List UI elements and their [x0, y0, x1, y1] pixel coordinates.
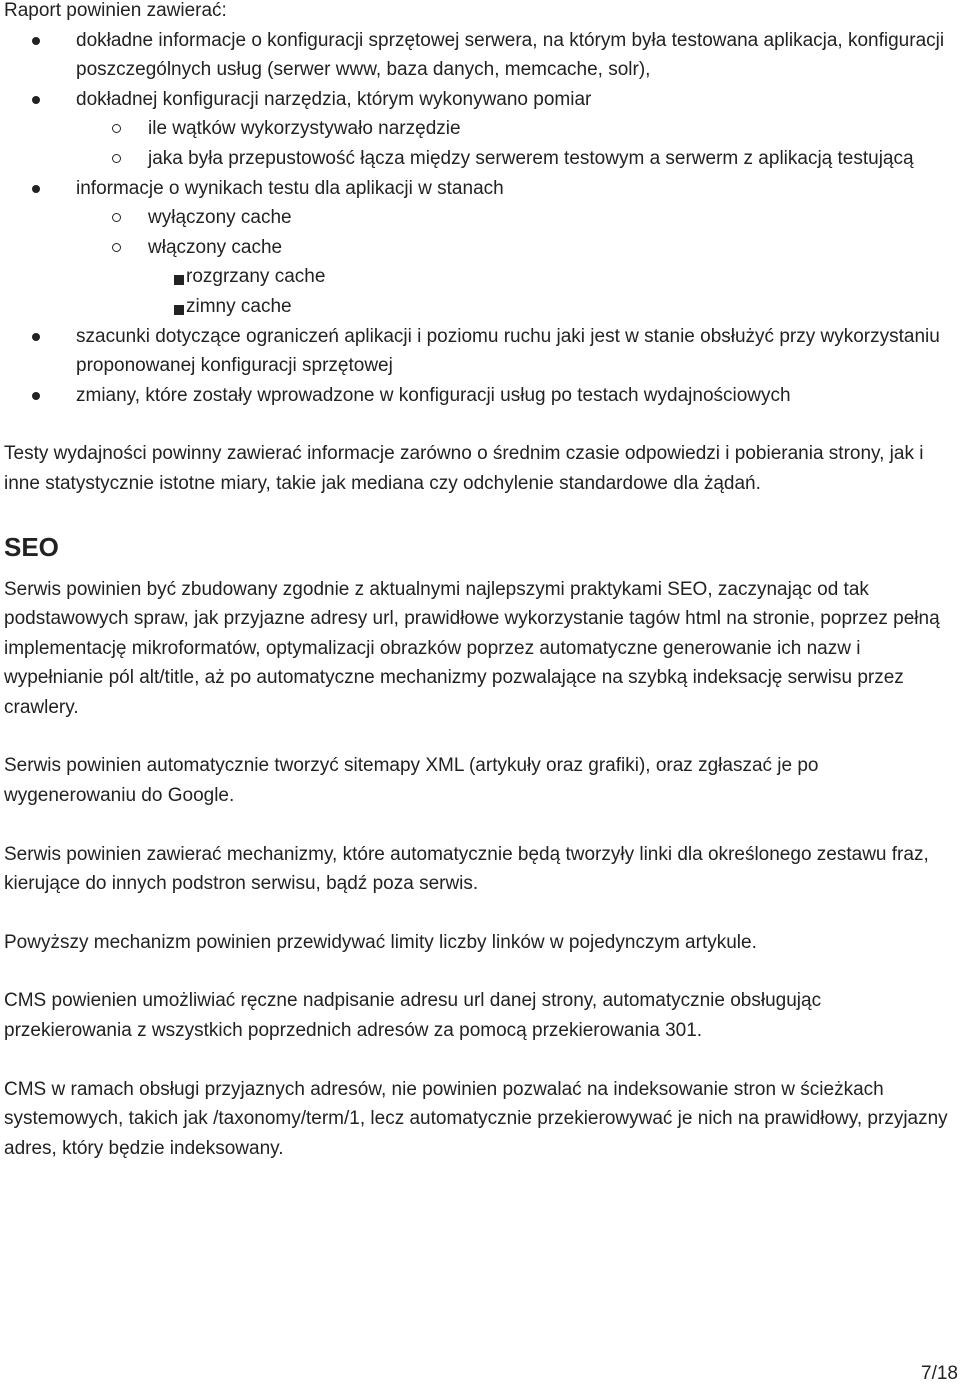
- sub-sub-list-item: [4, 292, 954, 322]
- sub-list-item-text: jaka była przepustowość łącza między serwerem testowym a serwerm z aplikacją testującą: [148, 147, 914, 169]
- sub-list-item-text: włączony cache: [148, 236, 283, 258]
- list-item-text: szacunki dotyczące ograniczeń aplikacji i poziomu ruchu jaki jest w stanie obsłużyć przy wykorzystaniu proponowanej konfiguracji sprzętowej: [76, 325, 940, 377]
- seo-paragraph: CMS powienien umożliwiać ręczne nadpisanie adresu url danej strony, automatycznie obsługując przekierowania z wszystkich poprzednich adresów za pomocą przekierowania 301.: [4, 990, 822, 1042]
- list-item-text: zmiany, które zostały wprowadzone w konfiguracji usług po testach wydajnościowych: [76, 384, 791, 406]
- bullet-disc-icon: [32, 37, 40, 45]
- report-requirements-list: [4, 26, 954, 411]
- bullet-circle-icon: [112, 154, 121, 163]
- bullet-circle-icon: [112, 124, 121, 133]
- seo-paragraph: Powyższy mechanizm powinien przewidywać limity liczby linków w pojedynczym artykule.: [4, 931, 757, 953]
- sub-list-item: [4, 233, 954, 263]
- sub-list-item-text: wyłączony cache: [148, 207, 292, 229]
- seo-paragraph: CMS w ramach obsługi przyjaznych adresów, nie powinien pozwalać na indeksowanie stron w ścieżkach systemowych, takich jak /taxonomy/term/1, lecz automatycznie przekierowywać je nich na prawidłowy, przyjazny adres, który będzie indeksowany.: [4, 1078, 948, 1159]
- sub-sub-list-item: [4, 262, 954, 292]
- bullet-circle-icon: [112, 213, 121, 222]
- seo-paragraph: Serwis powinien być zbudowany zgodnie z aktualnymi najlepszymi praktykami SEO, zaczynając od tak podstawowych spraw, jak przyjazne adresy url, prawidłowe wykorzystanie tagów html na stronie, poprzez pełną implementację mikroformatów, optymalizacji obrazków poprzez automatyczne generowanie ich nazw i wypełnianie pól alt/title, aż po automatyczne mechanizmy pozwalające na szybką indeksację serwisu przez crawlery.: [4, 578, 940, 718]
- list-item-text: informacje o wynikach testu dla aplikacji w stanach: [76, 177, 504, 199]
- sub-list-item: [4, 203, 954, 233]
- bullet-circle-icon: [112, 243, 121, 252]
- list-item: [4, 85, 954, 115]
- bullet-square-icon: [174, 275, 184, 285]
- sub-list-item: [4, 114, 954, 144]
- bullet-square-icon: [174, 305, 184, 315]
- document-page: [4, 0, 954, 1163]
- tests-paragraph: Testy wydajności powinny zawierać informacje zarówno o średnim czasie odpowiedzi i pobierania strony, jak i inne statystycznie istotne miary, takie jak mediana czy odchylenie standardowe dla żądań.: [4, 443, 924, 494]
- sub-list-item-text: ile wątków wykorzystywało narzędzie: [148, 118, 461, 140]
- seo-heading: SEO: [4, 531, 59, 562]
- seo-paragraph: Serwis powinien zawierać mechanizmy, które automatycznie będą tworzyły linki dla określonego zestawu fraz, kierujące do innych podstron serwisu, bądź poza serwis.: [4, 843, 929, 895]
- report-intro: Raport powinien zawierać:: [4, 0, 227, 21]
- page-number: 7/18: [921, 1363, 958, 1384]
- list-item: [4, 174, 954, 204]
- list-item: [4, 26, 954, 85]
- bullet-disc-icon: [32, 96, 40, 104]
- seo-paragraph: Serwis powinien automatycznie tworzyć sitemapy XML (artykuły oraz grafiki), oraz zgłaszać je po wygenerowaniu do Google.: [4, 755, 819, 807]
- list-item-text: dokładnej konfiguracji narzędzia, którym wykonywano pomiar: [76, 88, 592, 110]
- list-item: [4, 381, 954, 411]
- sub-list-item: [4, 144, 954, 174]
- bullet-disc-icon: [32, 185, 40, 193]
- sub-sub-list-item-text: zimny cache: [186, 295, 292, 317]
- sub-sub-list-item-text: rozgrzany cache: [186, 266, 326, 288]
- bullet-disc-icon: [32, 333, 40, 341]
- list-item: [4, 322, 954, 381]
- bullet-disc-icon: [32, 392, 40, 400]
- list-item-text: dokładne informacje o konfiguracji sprzętowej serwera, na którym była testowana aplikacja, konfiguracji poszczególnych usług (serwer www, baza danych, memcache, solr),: [76, 29, 945, 81]
